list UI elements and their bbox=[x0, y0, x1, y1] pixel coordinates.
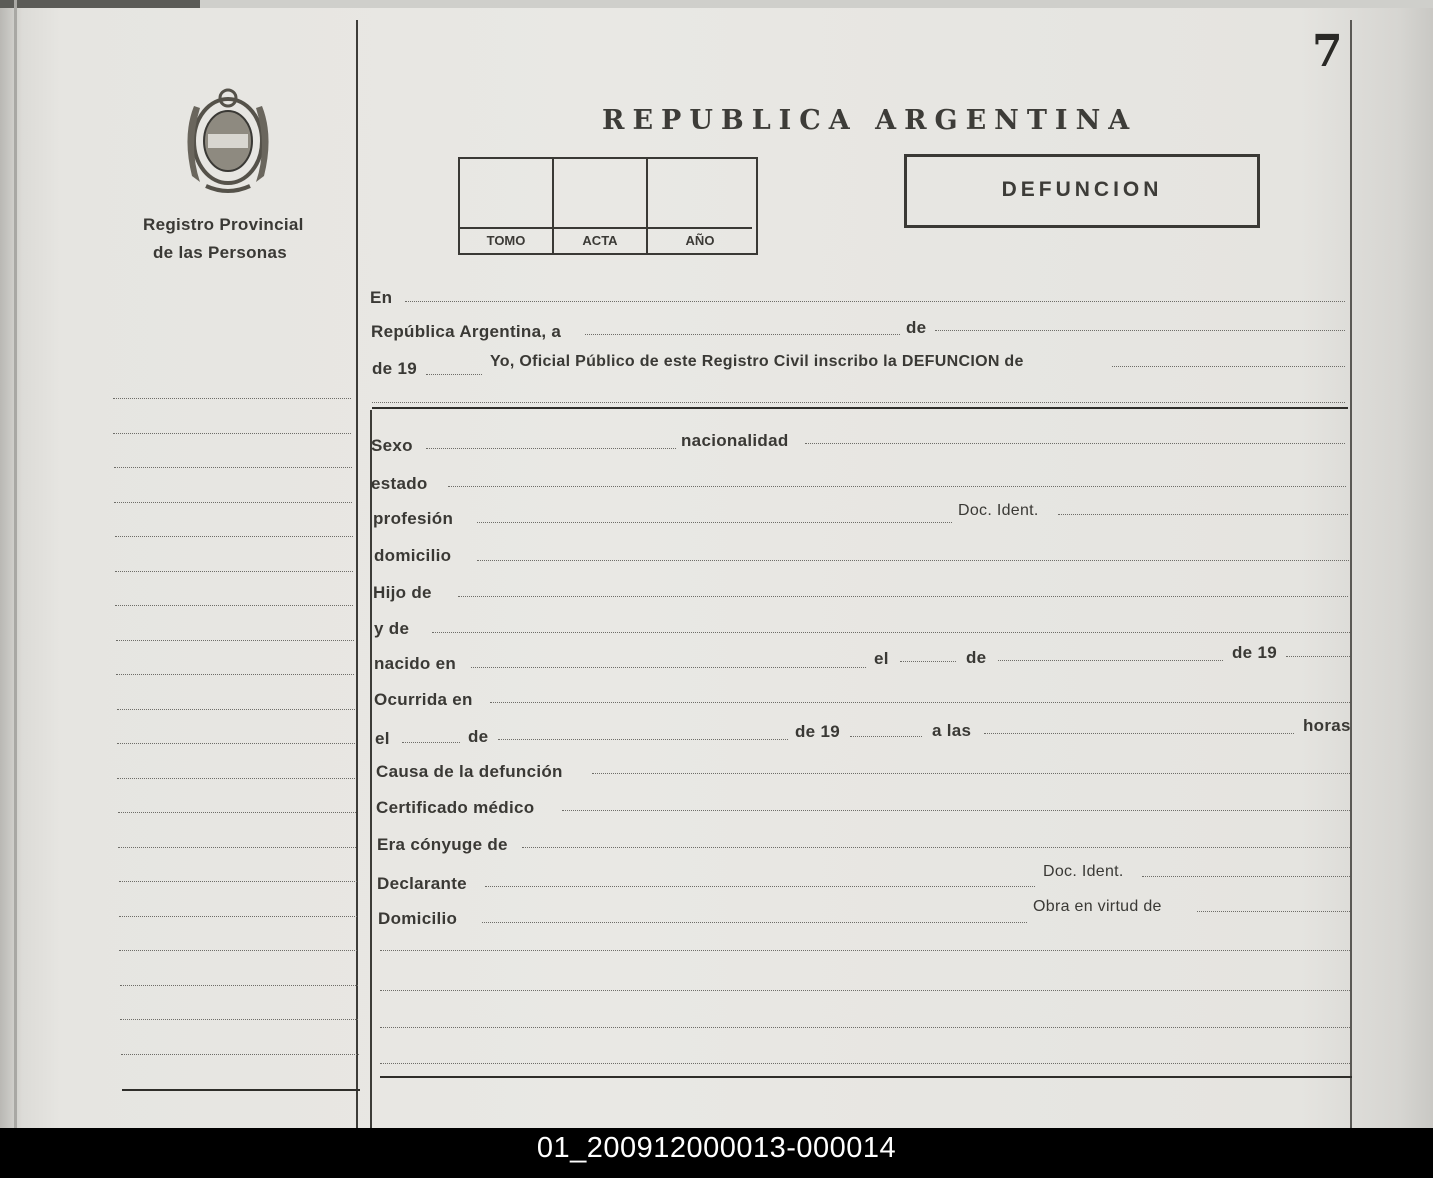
field-nacido-dia[interactable] bbox=[900, 661, 956, 662]
continuation-line[interactable] bbox=[380, 1063, 1350, 1064]
label-ocurrida-en: Ocurrida en bbox=[374, 690, 473, 709]
label-doc-ident: Doc. Ident. bbox=[958, 502, 1039, 519]
margin-note-line[interactable] bbox=[115, 605, 353, 606]
margin-bottom-divider bbox=[122, 1089, 360, 1091]
margin-note-line[interactable] bbox=[120, 985, 358, 986]
label-causa: Causa de la defunción bbox=[376, 762, 563, 781]
label-conyuge: Era cónyuge de bbox=[377, 835, 508, 854]
field-ocurrida-en[interactable] bbox=[490, 702, 1350, 703]
field-domicilio[interactable] bbox=[477, 560, 1349, 561]
image-caption: 01_200912000013-000014 bbox=[0, 1128, 1433, 1178]
binding-spine bbox=[14, 0, 17, 1128]
field-ocurrida-ano[interactable] bbox=[850, 736, 922, 737]
record-type-box: DEFUNCION bbox=[904, 154, 1260, 228]
field-month[interactable] bbox=[935, 330, 1345, 331]
field-sexo[interactable] bbox=[426, 448, 676, 449]
label-en: En bbox=[370, 288, 393, 307]
label-ocurrida-de19: de 19 bbox=[795, 722, 840, 741]
statement-text: Yo, Oficial Público de este Registro Civil inscribo la DEFUNCION de bbox=[490, 353, 1024, 370]
margin-note-line[interactable] bbox=[119, 950, 357, 951]
margin-note-line[interactable] bbox=[113, 433, 351, 434]
field-deceased-name[interactable] bbox=[1112, 366, 1345, 367]
label-declarante: Declarante bbox=[377, 874, 467, 893]
section-divider bbox=[372, 407, 1348, 409]
field-hijo-de[interactable] bbox=[458, 596, 1348, 597]
margin-note-line[interactable] bbox=[113, 398, 351, 399]
field-causa[interactable] bbox=[592, 773, 1350, 774]
label-de: de bbox=[906, 318, 927, 337]
continuation-line[interactable] bbox=[380, 950, 1350, 951]
margin-note-line[interactable] bbox=[117, 709, 355, 710]
margin-note-line[interactable] bbox=[114, 502, 352, 503]
top-edge-dark bbox=[0, 0, 200, 8]
field-profesion[interactable] bbox=[477, 522, 952, 523]
margin-note-line[interactable] bbox=[115, 536, 353, 537]
margin-note-line[interactable] bbox=[118, 812, 356, 813]
field-day[interactable] bbox=[585, 334, 900, 335]
label-hijo-de: Hijo de bbox=[373, 583, 432, 602]
label-republica: República Argentina, a bbox=[371, 322, 562, 341]
label-y-de: y de bbox=[374, 619, 410, 638]
bottom-divider bbox=[380, 1076, 1352, 1078]
field-year[interactable] bbox=[426, 374, 482, 375]
tomo-label: TOMO bbox=[460, 227, 552, 253]
label-obra: Obra en virtud de bbox=[1033, 898, 1162, 915]
label-certificado: Certificado médico bbox=[376, 798, 535, 817]
field-deceased-name-2[interactable] bbox=[372, 402, 1345, 403]
field-en[interactable] bbox=[405, 301, 1345, 302]
margin-rule-right bbox=[1350, 20, 1352, 1128]
field-domicilio-2[interactable] bbox=[482, 922, 1027, 923]
acta-cell[interactable] bbox=[554, 159, 648, 253]
label-sexo: Sexo bbox=[371, 436, 413, 455]
field-ocurrida-mes[interactable] bbox=[498, 739, 788, 740]
registry-name-line2: de las Personas bbox=[153, 243, 287, 262]
margin-note-line[interactable] bbox=[114, 467, 352, 468]
field-hora[interactable] bbox=[984, 733, 1294, 734]
field-certificado[interactable] bbox=[562, 810, 1350, 811]
ano-label: AÑO bbox=[648, 227, 752, 253]
margin-note-line[interactable] bbox=[119, 881, 357, 882]
label-profesion: profesión bbox=[373, 509, 454, 528]
field-ocurrida-dia[interactable] bbox=[402, 742, 460, 743]
ano-cell[interactable] bbox=[648, 159, 756, 253]
label-el: el bbox=[874, 649, 889, 668]
field-doc-ident[interactable] bbox=[1058, 514, 1348, 515]
field-nacido-ano[interactable] bbox=[1286, 656, 1350, 657]
label-nacido-en: nacido en bbox=[374, 654, 457, 673]
margin-note-line[interactable] bbox=[119, 916, 357, 917]
label-a-las: a las bbox=[932, 721, 972, 740]
label-de19: de 19 bbox=[372, 359, 417, 378]
label-domicilio: domicilio bbox=[374, 546, 452, 565]
label-nacido-de: de bbox=[966, 648, 987, 667]
tomo-cell[interactable] bbox=[460, 159, 554, 253]
top-edge bbox=[0, 0, 1433, 8]
margin-note-line[interactable] bbox=[117, 778, 355, 779]
continuation-line[interactable] bbox=[380, 990, 1350, 991]
field-declarante-doc[interactable] bbox=[1142, 876, 1350, 877]
field-nacido-en[interactable] bbox=[471, 667, 866, 668]
margin-rule-left bbox=[356, 20, 358, 1128]
page-number: 7 bbox=[1312, 26, 1343, 77]
label-horas: horas bbox=[1303, 716, 1351, 735]
margin-note-line[interactable] bbox=[121, 1054, 359, 1055]
field-estado[interactable] bbox=[448, 486, 1346, 487]
field-nacido-mes[interactable] bbox=[998, 660, 1223, 661]
registry-name-line1: Registro Provincial bbox=[143, 215, 304, 234]
margin-note-line[interactable] bbox=[115, 571, 353, 572]
label-domicilio-2: Domicilio bbox=[378, 909, 458, 928]
margin-note-line[interactable] bbox=[118, 847, 356, 848]
field-nacionalidad[interactable] bbox=[805, 443, 1345, 444]
margin-note-line[interactable] bbox=[117, 743, 355, 744]
label-nacido-de19: de 19 bbox=[1232, 643, 1277, 662]
label-declarante-doc: Doc. Ident. bbox=[1043, 863, 1124, 880]
field-declarante[interactable] bbox=[485, 886, 1035, 887]
page-title: REPUBLICA ARGENTINA bbox=[602, 105, 1138, 136]
field-y-de[interactable] bbox=[432, 632, 1350, 633]
coat-of-arms-seal bbox=[176, 86, 280, 196]
field-conyuge[interactable] bbox=[522, 847, 1350, 848]
continuation-line[interactable] bbox=[380, 1027, 1350, 1028]
field-obra[interactable] bbox=[1197, 911, 1350, 912]
margin-note-line[interactable] bbox=[116, 674, 354, 675]
label-nacionalidad: nacionalidad bbox=[681, 431, 789, 450]
label-ocurrida-de: de bbox=[468, 727, 489, 746]
label-estado: estado bbox=[371, 474, 428, 493]
label-ocurrida-el: el bbox=[375, 729, 390, 748]
margin-note-line[interactable] bbox=[120, 1019, 358, 1020]
register-box bbox=[458, 157, 758, 255]
margin-note-line[interactable] bbox=[116, 640, 354, 641]
margin-rule-inner bbox=[370, 410, 372, 1128]
acta-label: ACTA bbox=[554, 227, 646, 253]
